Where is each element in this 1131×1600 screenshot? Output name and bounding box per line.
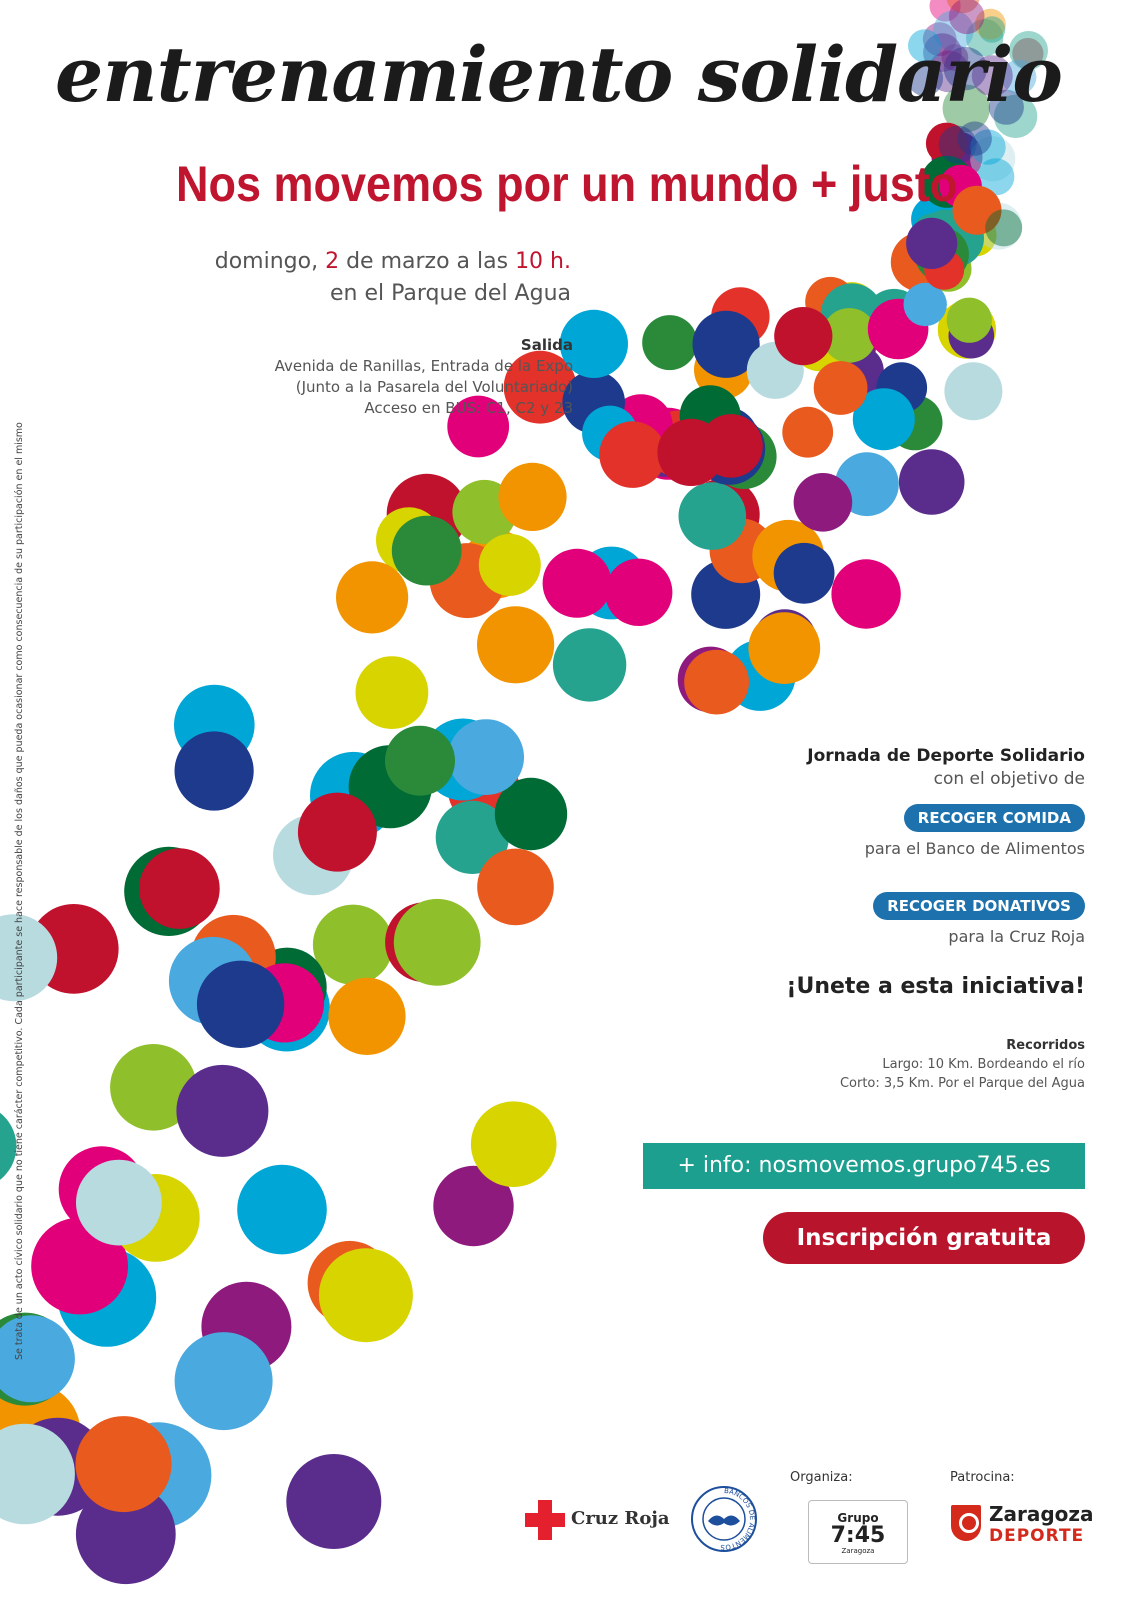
- confetti-dot: [684, 650, 749, 715]
- confetti-dot: [298, 793, 377, 872]
- confetti-dot: [477, 606, 554, 683]
- confetti-dot: [774, 543, 835, 604]
- zaragoza-deporte-logo: [951, 1502, 1094, 1552]
- confetti-dot: [985, 209, 1022, 246]
- disclaimer-text: Se trata de un acto cívico solidario que no tiene carácter competitivo. Cada participante se hace responsable de los daños que pueda ocasionar como consecuencia de su participación en el mismo: [14, 422, 25, 1360]
- confetti-dot: [479, 534, 541, 596]
- confetti-dot: [906, 218, 957, 269]
- grupo-number: 7:45: [830, 1523, 886, 1548]
- salida-line1: Avenida de Ranillas, Entrada de la Expo: [274, 357, 573, 375]
- confetti-dot: [605, 559, 672, 626]
- confetti-dot: [176, 1065, 268, 1157]
- confetti-dot: [947, 298, 992, 343]
- confetti-dot: [286, 1454, 381, 1549]
- grupo-745-logo: [808, 1500, 908, 1564]
- recorridos-corto: Corto: 3,5 Km. Por el Parque del Agua: [839, 1076, 1085, 1091]
- salida-heading: Salida: [520, 336, 573, 354]
- jornada-objetivo: con el objetivo de: [933, 769, 1085, 789]
- bancos-logo-text: BANCOS DE ALIMENTOS: [720, 1486, 757, 1552]
- red-cross-icon: [525, 1500, 565, 1540]
- confetti-dot: [553, 628, 626, 701]
- zgz-name: Zaragoza: [989, 1502, 1094, 1526]
- jornada-heading: Jornada de Deporte Solidario: [807, 746, 1085, 766]
- confetti-dot: [237, 1165, 327, 1255]
- goal-sub-donativos: para la Cruz Roja: [948, 927, 1085, 946]
- zaragoza-shield-icon: [951, 1505, 981, 1541]
- confetti-dot: [471, 1101, 557, 1187]
- confetti-dot: [477, 849, 554, 926]
- confetti-dot: [0, 1315, 75, 1402]
- confetti-dot: [313, 905, 393, 985]
- event-date: [215, 246, 571, 310]
- goal-badge-donativos: RECOGER DONATIVOS: [873, 892, 1085, 920]
- confetti-dot: [949, 0, 985, 34]
- grupo-top: Grupo: [837, 1511, 879, 1525]
- confetti-dot: [76, 1416, 172, 1512]
- confetti-dot: [76, 1160, 162, 1246]
- confetti-dot: [175, 1332, 273, 1430]
- confetti-dot: [356, 656, 429, 729]
- confetti-dot: [543, 549, 612, 618]
- organiza-label: Organiza:: [790, 1470, 853, 1485]
- confetti-dot: [699, 414, 763, 478]
- jornada-block: [665, 745, 1085, 791]
- confetti-dot: [958, 121, 992, 155]
- confetti-dot: [319, 1248, 413, 1342]
- event-date-line: [215, 246, 571, 278]
- confetti-dot: [599, 421, 666, 488]
- salida-line3: Acceso en BUS: C1, C2 y 23: [364, 399, 573, 417]
- salida-line2: (Junto a la Pasarela del Voluntariado): [295, 378, 573, 396]
- bancos-alimentos-logo: [690, 1485, 758, 1553]
- inscripcion-button[interactable]: Inscripción gratuita: [763, 1212, 1085, 1264]
- confetti-dot: [394, 899, 481, 986]
- confetti-dot: [175, 731, 254, 810]
- event-day-label: domingo,: [214, 249, 319, 274]
- goal-sub-comida: para el Banco de Alimentos: [864, 839, 1085, 858]
- info-link[interactable]: + info: nosmovemos.grupo745.es: [643, 1143, 1085, 1189]
- event-day-number: 2: [325, 249, 340, 274]
- confetti-dot: [197, 961, 284, 1048]
- cruz-roja-name: Cruz Roja: [571, 1508, 670, 1529]
- confetti-dot: [679, 482, 747, 550]
- recorridos-block: [665, 1036, 1085, 1093]
- page-subtitle: Nos movemos por un mundo + justo: [176, 156, 958, 212]
- confetti-dot: [794, 473, 853, 532]
- confetti-dot: [392, 516, 462, 586]
- page-title: entrenamiento solidario: [55, 30, 1062, 119]
- confetti-dot: [814, 361, 868, 415]
- unete-text: ¡Unete a esta iniciativa!: [786, 974, 1085, 999]
- confetti-dot: [498, 463, 566, 531]
- grupo-city: Zaragoza: [841, 1547, 875, 1555]
- recorridos-heading: Recorridos: [1006, 1038, 1085, 1053]
- confetti-dot: [782, 407, 833, 458]
- event-hour: 10 h.: [515, 249, 571, 274]
- confetti-dot: [385, 726, 455, 796]
- goal-badge-comida: RECOGER COMIDA: [904, 804, 1085, 832]
- confetti-dot: [774, 307, 832, 365]
- confetti-dot: [139, 848, 220, 929]
- confetti-dot: [899, 449, 965, 515]
- confetti-dot: [336, 561, 408, 633]
- zgz-deporte: DEPORTE: [989, 1526, 1085, 1546]
- recorridos-largo: Largo: 10 Km. Bordeando el río: [882, 1057, 1085, 1072]
- confetti-dot: [328, 978, 405, 1055]
- confetti-dot: [748, 612, 820, 684]
- confetti-dot: [944, 362, 1002, 420]
- confetti-dot: [448, 719, 524, 795]
- confetti-dot: [642, 315, 697, 370]
- confetti-dot: [831, 559, 900, 628]
- salida-block: [275, 335, 573, 419]
- patrocina-label: Patrocina:: [950, 1470, 1015, 1485]
- event-date-mid: de marzo a las: [346, 249, 509, 274]
- event-place: en el Parque del Agua: [329, 281, 571, 306]
